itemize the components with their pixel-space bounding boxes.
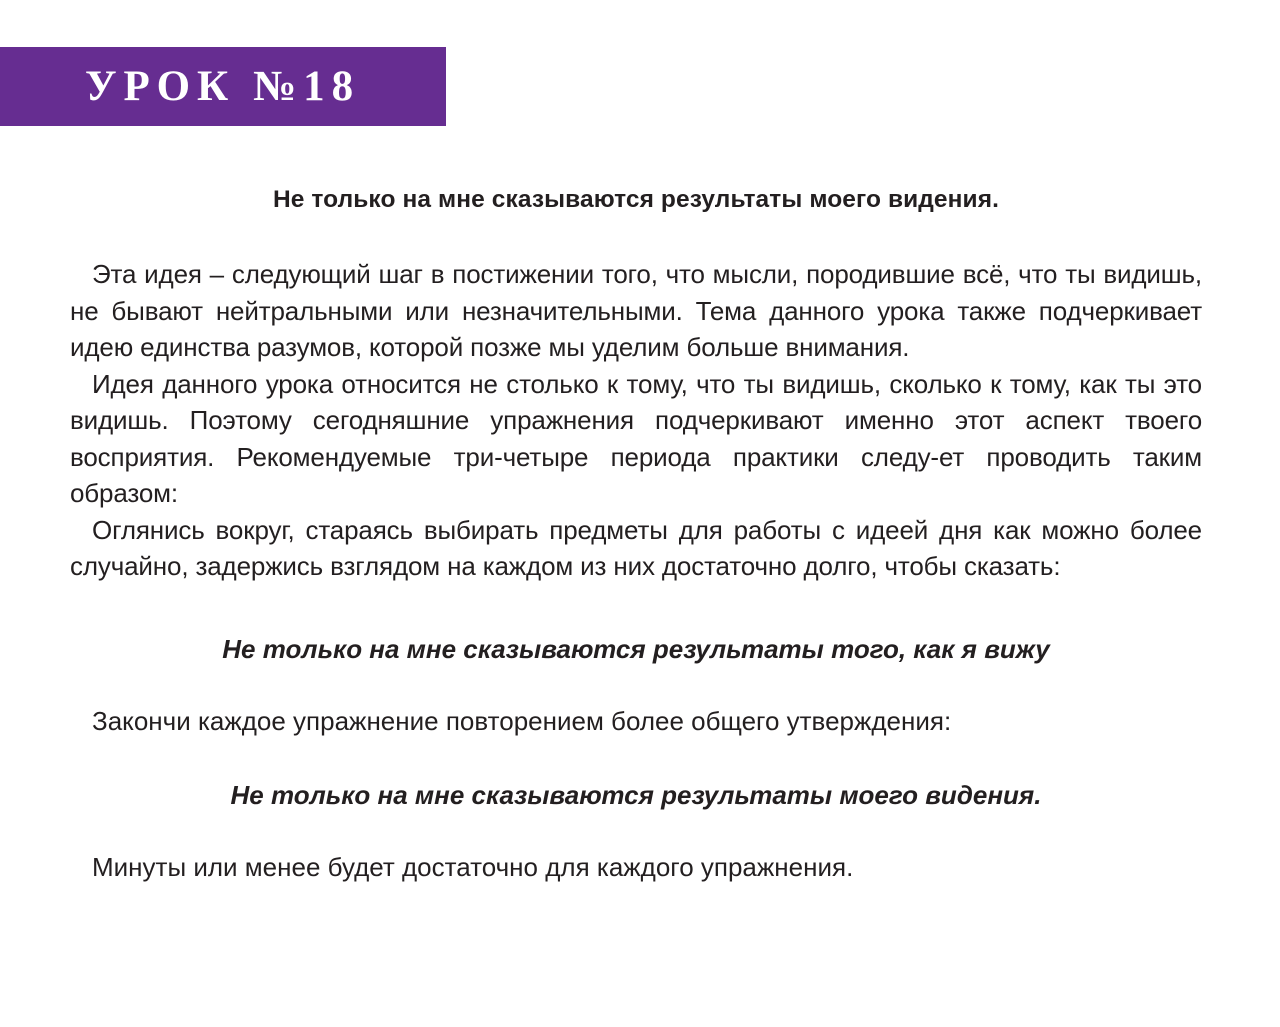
affirmation-specific: Не только на мне сказываются результаты того, как я вижу <box>222 633 1050 664</box>
lesson-banner <box>0 47 446 126</box>
instruction-text: Закончи каждое упражнение повторением более общего утверждения: <box>92 705 952 736</box>
lesson-title: УРОК №18 <box>85 63 361 110</box>
paragraph-1: Эта идея – следующий шаг в постижении того, что мысли, породившие всё, что ты видишь, не бывают нейтральными или незначительными. Тема данного урока также подчеркивает идею единства разумов, которой позже мы уделим больше внимания. <box>70 259 1202 362</box>
paragraph-3: Оглянись вокруг, стараясь выбирать предметы для работы с идеей дня как можно более случайно, задержись взглядом на каждом из них достаточно долго, чтобы сказать: <box>70 514 1202 581</box>
paragraph-2: Идея данного урока относится не столько к тому, что ты видишь, сколько к тому, как ты это видишь. Поэтому сегодняшние упражнения подчеркивают именно этот аспект твоего восприятия. Рекомендуемые три-четыре периода практики следу-ет проводить таким образом: <box>70 368 1202 508</box>
lesson-heading: Не только на мне сказываются результаты моего видения. <box>272 186 1000 213</box>
closing-text: Минуты или менее будет достаточно для каждого упражнения. <box>92 851 854 882</box>
lesson-content <box>70 181 1202 885</box>
affirmation-general: Не только на мне сказываются результаты моего видения. <box>230 779 1042 810</box>
